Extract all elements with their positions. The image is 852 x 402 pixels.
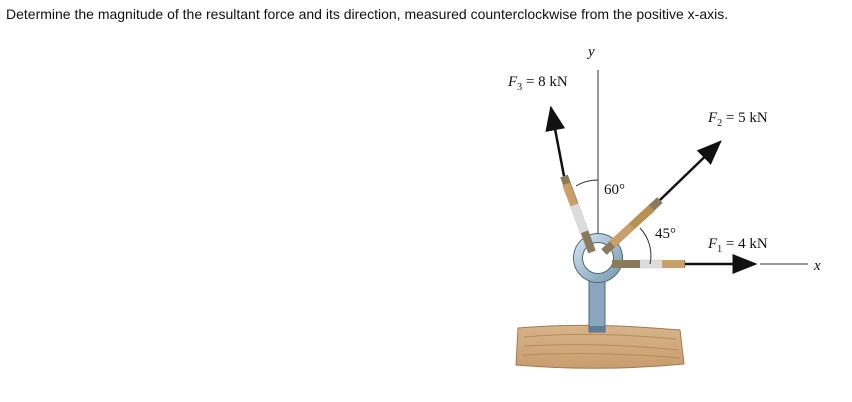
angle-arc-45 <box>640 228 651 264</box>
angle-label-45: 45° <box>655 226 676 242</box>
eye-bolt <box>574 234 623 333</box>
f3-arrow <box>551 108 564 176</box>
f1-label: $F_1 = 4$ kN <box>708 236 768 255</box>
f2-arrow <box>660 142 720 200</box>
x-axis-label: x <box>814 258 821 274</box>
y-axis-label: y <box>588 44 595 60</box>
angle-label-60: 60° <box>604 182 625 198</box>
rope-f2 <box>604 200 660 252</box>
angle-arc-60 <box>576 180 598 186</box>
f2-label: $F_2 = 5$ kN <box>708 110 768 129</box>
question-text: Determine the magnitude of the resultant force and its direction, measured counterclockwise from the positive x-axis. <box>6 6 729 22</box>
f3-label: $F_3 = 8$ kN <box>508 74 568 93</box>
rope-f3 <box>564 176 592 252</box>
